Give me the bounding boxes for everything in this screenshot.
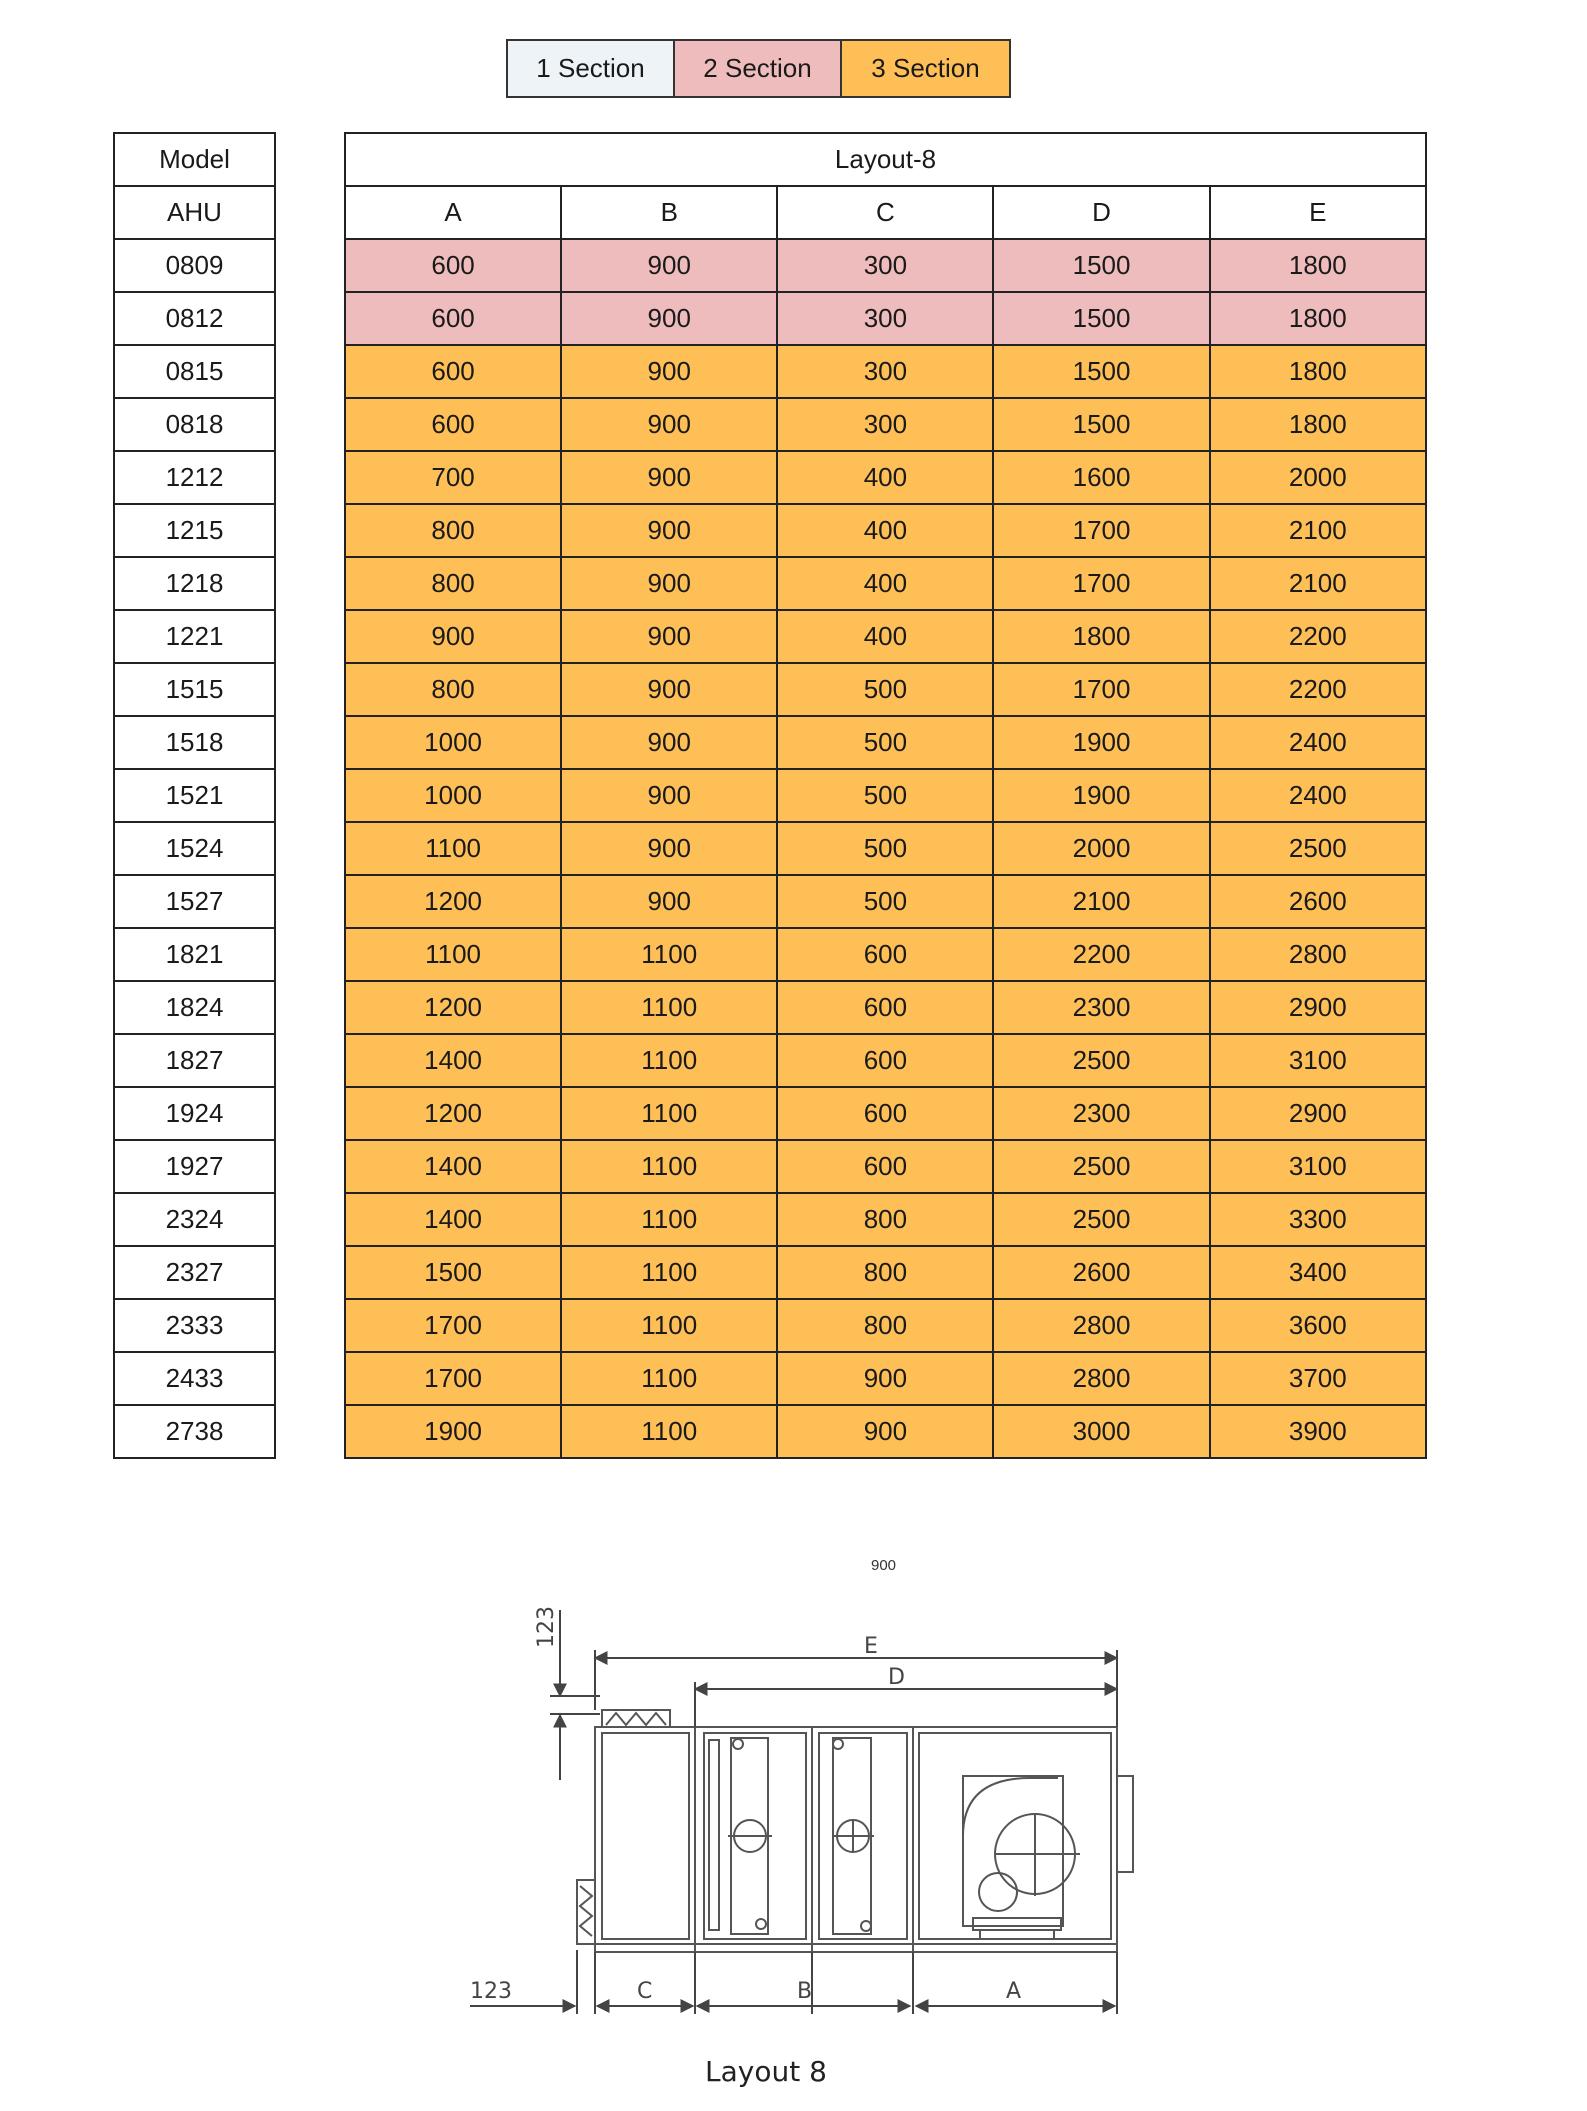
dimension-cell-c: 400	[777, 557, 993, 610]
model-row	[114, 769, 275, 822]
dimension-cell-d: 2500	[993, 1140, 1209, 1193]
model-row	[114, 1087, 275, 1140]
dimension-cell-e: 2400	[1210, 769, 1426, 822]
model-row	[114, 239, 275, 292]
dimension-cell-b: 900	[561, 398, 777, 451]
dimension-cell-c: 800	[777, 1299, 993, 1352]
dimension-cell-d: 2800	[993, 1352, 1209, 1405]
model-cell: 1521	[114, 769, 275, 822]
dimension-cell-e: 2600	[1210, 875, 1426, 928]
model-cell: 1524	[114, 822, 275, 875]
model-cell: 2324	[114, 1193, 275, 1246]
dimension-cell-a: 600	[345, 239, 561, 292]
table-row	[345, 610, 1426, 663]
note-below-table: 900	[871, 1557, 897, 1574]
layout-title: Layout-8	[345, 133, 1426, 186]
dimension-cell-d: 2500	[993, 1193, 1209, 1246]
dimension-cell-e: 2900	[1210, 981, 1426, 1034]
dimension-cell-b: 1100	[561, 1140, 777, 1193]
column-header-c: C	[777, 186, 993, 239]
model-cell: 1515	[114, 663, 275, 716]
layout-8-drawing	[440, 1600, 1160, 2040]
dimension-cell-d: 1900	[993, 716, 1209, 769]
dimension-cell-b: 1100	[561, 1352, 777, 1405]
dimension-cell-d: 1600	[993, 451, 1209, 504]
model-row	[114, 1299, 275, 1352]
dimension-cell-b: 1100	[561, 981, 777, 1034]
dimension-cell-b: 900	[561, 875, 777, 928]
dimension-cell-c: 800	[777, 1246, 993, 1299]
dimension-cell-e: 3400	[1210, 1246, 1426, 1299]
model-table	[113, 132, 276, 1459]
dimension-cell-a: 1000	[345, 769, 561, 822]
dimension-cell-a: 600	[345, 292, 561, 345]
ahu-header: AHU	[114, 186, 275, 239]
dimension-cell-d: 1700	[993, 663, 1209, 716]
table-row	[345, 239, 1426, 292]
dimension-cell-e: 2000	[1210, 451, 1426, 504]
dimension-cell-c: 400	[777, 610, 993, 663]
table-row	[345, 504, 1426, 557]
model-row	[114, 875, 275, 928]
dimension-cell-b: 1100	[561, 1246, 777, 1299]
table-row	[345, 875, 1426, 928]
dimension-cell-c: 400	[777, 451, 993, 504]
model-cell: 0809	[114, 239, 275, 292]
dimension-cell-e: 3600	[1210, 1299, 1426, 1352]
model-row	[114, 663, 275, 716]
dimension-cell-e: 2200	[1210, 663, 1426, 716]
model-cell: 1827	[114, 1034, 275, 1087]
drawing-caption: Layout 8	[705, 2055, 827, 2088]
dimension-cell-d: 2200	[993, 928, 1209, 981]
dimension-cell-e: 1800	[1210, 345, 1426, 398]
dimension-cell-c: 600	[777, 1140, 993, 1193]
dimension-cell-a: 800	[345, 557, 561, 610]
dimension-cell-b: 900	[561, 239, 777, 292]
table-row	[345, 663, 1426, 716]
table-row	[345, 1087, 1426, 1140]
dimension-cell-a: 1200	[345, 875, 561, 928]
dimension-cell-a: 1100	[345, 928, 561, 981]
table-row	[345, 1246, 1426, 1299]
dimension-cell-e: 2800	[1210, 928, 1426, 981]
dimension-cell-b: 900	[561, 557, 777, 610]
dimension-cell-d: 2000	[993, 822, 1209, 875]
dimension-cell-d: 1500	[993, 292, 1209, 345]
dimension-cell-a: 600	[345, 345, 561, 398]
dimension-cell-c: 500	[777, 875, 993, 928]
dimension-cell-e: 2100	[1210, 557, 1426, 610]
dimension-cell-a: 1900	[345, 1405, 561, 1458]
dimension-cell-e: 2900	[1210, 1087, 1426, 1140]
dimension-cell-b: 900	[561, 345, 777, 398]
model-header: Model	[114, 133, 275, 186]
model-row	[114, 1405, 275, 1458]
dimension-cell-d: 1700	[993, 557, 1209, 610]
dimension-cell-e: 2100	[1210, 504, 1426, 557]
dimension-cell-b: 900	[561, 292, 777, 345]
model-cell: 0818	[114, 398, 275, 451]
dimension-cell-b: 1100	[561, 1405, 777, 1458]
fan-outlet	[1117, 1776, 1133, 1872]
model-row	[114, 822, 275, 875]
dimension-cell-c: 300	[777, 292, 993, 345]
dimension-cell-a: 1000	[345, 716, 561, 769]
dimension-cell-a: 600	[345, 398, 561, 451]
dimension-cell-b: 900	[561, 822, 777, 875]
dimension-cell-a: 1100	[345, 822, 561, 875]
table-row	[345, 345, 1426, 398]
dimension-cell-c: 300	[777, 345, 993, 398]
dimension-cell-a: 900	[345, 610, 561, 663]
dimension-cell-c: 600	[777, 1034, 993, 1087]
dimension-cell-a: 1200	[345, 1087, 561, 1140]
model-row	[114, 716, 275, 769]
dimension-cell-c: 500	[777, 663, 993, 716]
model-row	[114, 1246, 275, 1299]
model-cell: 1924	[114, 1087, 275, 1140]
dimension-cell-c: 500	[777, 769, 993, 822]
dimension-cell-e: 1800	[1210, 292, 1426, 345]
dimension-cell-b: 900	[561, 504, 777, 557]
dimension-cell-b: 900	[561, 610, 777, 663]
model-cell: 2333	[114, 1299, 275, 1352]
dimension-cell-d: 1900	[993, 769, 1209, 822]
table-row	[345, 1034, 1426, 1087]
dimension-cell-e: 1800	[1210, 398, 1426, 451]
table-row	[345, 292, 1426, 345]
table-row	[345, 557, 1426, 610]
model-row	[114, 928, 275, 981]
dimension-cell-a: 1400	[345, 1140, 561, 1193]
model-row	[114, 557, 275, 610]
dimension-cell-a: 700	[345, 451, 561, 504]
dimension-cell-d: 1800	[993, 610, 1209, 663]
dimension-cell-d: 2300	[993, 1087, 1209, 1140]
dimension-cell-e: 1800	[1210, 239, 1426, 292]
dimension-cell-b: 900	[561, 716, 777, 769]
table-row	[345, 1352, 1426, 1405]
model-row	[114, 398, 275, 451]
column-header-row	[345, 186, 1426, 239]
dim-label-top-123: 123	[534, 1606, 559, 1648]
column-header-d: D	[993, 186, 1209, 239]
model-row	[114, 292, 275, 345]
table-row	[345, 822, 1426, 875]
dimension-cell-a: 1700	[345, 1352, 561, 1405]
dimension-cell-c: 900	[777, 1405, 993, 1458]
dimension-cell-c: 500	[777, 716, 993, 769]
dimension-cell-c: 600	[777, 1087, 993, 1140]
dim-label-b: B	[797, 1979, 813, 2004]
table-row	[345, 1140, 1426, 1193]
dim-label-a: A	[1006, 1979, 1022, 2004]
dimension-cell-d: 2500	[993, 1034, 1209, 1087]
model-row	[114, 610, 275, 663]
dimension-cell-b: 1100	[561, 1034, 777, 1087]
dimension-cell-e: 3100	[1210, 1034, 1426, 1087]
dim-label-left-123: 123	[470, 1979, 512, 2004]
dimension-cell-c: 600	[777, 928, 993, 981]
table-row	[345, 769, 1426, 822]
dimension-cell-b: 1100	[561, 928, 777, 981]
dimension-cell-a: 1700	[345, 1299, 561, 1352]
model-cell: 0815	[114, 345, 275, 398]
model-row	[114, 504, 275, 557]
model-cell: 2433	[114, 1352, 275, 1405]
dimension-cell-e: 2400	[1210, 716, 1426, 769]
model-row	[114, 981, 275, 1034]
dimension-cell-c: 800	[777, 1193, 993, 1246]
model-row	[114, 451, 275, 504]
model-cell: 2327	[114, 1246, 275, 1299]
dim-label-c: C	[637, 1979, 653, 2004]
dimension-cell-a: 1200	[345, 981, 561, 1034]
model-cell: 1212	[114, 451, 275, 504]
dimension-cell-d: 2300	[993, 981, 1209, 1034]
dimension-cell-e: 3900	[1210, 1405, 1426, 1458]
dimension-cell-c: 900	[777, 1352, 993, 1405]
table-row	[345, 451, 1426, 504]
model-row	[114, 1140, 275, 1193]
table-row	[345, 928, 1426, 981]
model-cell: 2738	[114, 1405, 275, 1458]
column-header-b: B	[561, 186, 777, 239]
dimension-cell-c: 500	[777, 822, 993, 875]
dimension-cell-d: 1500	[993, 345, 1209, 398]
dimension-cell-d: 2100	[993, 875, 1209, 928]
dimension-cell-b: 1100	[561, 1193, 777, 1246]
model-row	[114, 1193, 275, 1246]
dimension-cell-a: 800	[345, 663, 561, 716]
model-cell: 1215	[114, 504, 275, 557]
dimension-cell-d: 3000	[993, 1405, 1209, 1458]
motor-icon	[979, 1873, 1017, 1911]
legend-3-section: 3 Section	[842, 41, 1009, 96]
model-row	[114, 1352, 275, 1405]
dimension-cell-d: 1700	[993, 504, 1209, 557]
dimension-cell-a: 1500	[345, 1246, 561, 1299]
column-header-a: A	[345, 186, 561, 239]
section-legend	[506, 39, 1011, 98]
dim-label-e: E	[864, 1634, 878, 1659]
model-cell: 0812	[114, 292, 275, 345]
dimension-cell-c: 600	[777, 981, 993, 1034]
table-row	[345, 1193, 1426, 1246]
dimension-cell-a: 1400	[345, 1034, 561, 1087]
layout-table	[344, 132, 1427, 1459]
dimension-cell-a: 800	[345, 504, 561, 557]
dimension-cell-e: 3700	[1210, 1352, 1426, 1405]
model-cell: 1218	[114, 557, 275, 610]
dimension-cell-c: 300	[777, 398, 993, 451]
dimension-cell-e: 2200	[1210, 610, 1426, 663]
dim-label-d: D	[888, 1665, 905, 1690]
table-row	[345, 398, 1426, 451]
model-row	[114, 345, 275, 398]
legend-2-section: 2 Section	[675, 41, 842, 96]
dimension-cell-b: 1100	[561, 1087, 777, 1140]
dimension-cell-e: 3300	[1210, 1193, 1426, 1246]
model-cell: 1527	[114, 875, 275, 928]
table-row	[345, 981, 1426, 1034]
table-row	[345, 1299, 1426, 1352]
model-cell: 1518	[114, 716, 275, 769]
dimension-cell-e: 3100	[1210, 1140, 1426, 1193]
dimension-cell-e: 2500	[1210, 822, 1426, 875]
model-cell: 1821	[114, 928, 275, 981]
dimension-cell-d: 2600	[993, 1246, 1209, 1299]
model-cell: 1824	[114, 981, 275, 1034]
dimension-cell-d: 2800	[993, 1299, 1209, 1352]
table-row	[345, 716, 1426, 769]
dimension-cell-b: 1100	[561, 1299, 777, 1352]
dimension-cell-c: 300	[777, 239, 993, 292]
dimension-cell-d: 1500	[993, 239, 1209, 292]
table-row	[345, 1405, 1426, 1458]
model-cell: 1221	[114, 610, 275, 663]
model-row	[114, 1034, 275, 1087]
legend-1-section: 1 Section	[508, 41, 675, 96]
column-header-e: E	[1210, 186, 1426, 239]
dimension-cell-b: 900	[561, 769, 777, 822]
model-cell: 1927	[114, 1140, 275, 1193]
dimension-cell-b: 900	[561, 663, 777, 716]
dimension-cell-a: 1400	[345, 1193, 561, 1246]
dimension-cell-b: 900	[561, 451, 777, 504]
dimension-cell-d: 1500	[993, 398, 1209, 451]
dimension-cell-c: 400	[777, 504, 993, 557]
